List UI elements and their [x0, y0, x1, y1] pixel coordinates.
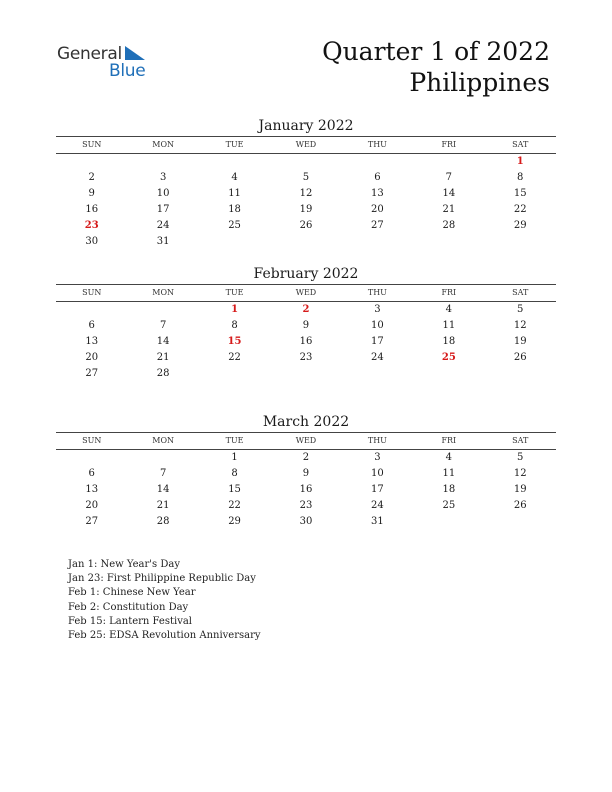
day-cell	[413, 234, 484, 250]
day-cell: 24	[371, 500, 384, 511]
day-cell: 12	[513, 468, 527, 479]
week-row	[56, 302, 556, 318]
day-cell	[127, 450, 198, 466]
weekday-label: THU	[367, 140, 387, 149]
day-cell: 16	[299, 484, 313, 495]
week-row	[56, 366, 556, 382]
day-cell: 8	[231, 320, 238, 331]
week-row	[56, 186, 556, 202]
day-cell	[56, 302, 127, 318]
day-cell: 9	[88, 188, 95, 199]
day-cell	[270, 366, 341, 382]
week-row	[56, 170, 556, 186]
day-cell: 21	[156, 352, 170, 363]
holiday-day-cell: 1	[516, 156, 524, 167]
day-cell: 5	[517, 304, 524, 315]
day-cell: 12	[299, 188, 313, 199]
weekday-label: MON	[152, 436, 174, 445]
day-cell: 27	[85, 368, 99, 379]
day-cell	[199, 366, 270, 382]
day-cell: 30	[299, 516, 313, 527]
day-cell: 23	[299, 500, 313, 511]
day-cell: 27	[85, 516, 99, 527]
day-cell: 5	[302, 172, 310, 183]
day-cell: 22	[228, 500, 241, 511]
day-cell: 15	[228, 484, 241, 495]
day-cell	[127, 302, 198, 318]
weekday-label: MON	[152, 288, 174, 297]
weekday-label: TUE	[225, 140, 244, 149]
day-cell: 15	[513, 188, 527, 199]
day-cell: 25	[228, 220, 241, 231]
day-cell	[342, 234, 413, 250]
holiday-day-cell: 2	[302, 304, 310, 315]
day-cell: 5	[517, 452, 524, 463]
weekday-label: SAT	[512, 288, 529, 297]
week-row	[56, 218, 556, 234]
day-cell: 7	[159, 468, 167, 479]
weekday-label: SUN	[82, 288, 102, 297]
day-cell: 10	[371, 468, 384, 479]
holiday-item: Jan 23: First Philippine Republic Day	[68, 573, 256, 585]
day-cell: 17	[371, 484, 384, 495]
month-title: March 2022	[262, 414, 350, 430]
day-cell: 3	[374, 452, 381, 463]
day-cell: 19	[299, 204, 313, 215]
month-january	[56, 116, 556, 250]
day-cell: 14	[156, 484, 170, 495]
holiday-item: Feb 2: Constitution Day	[68, 601, 189, 613]
day-cell: 13	[85, 484, 99, 495]
title-quarter: Quarter 1 of 2022	[322, 37, 550, 66]
day-cell: 8	[231, 468, 238, 479]
day-cell: 17	[156, 204, 170, 215]
day-cell: 16	[299, 336, 313, 347]
day-cell: 2	[302, 452, 310, 463]
day-cell: 26	[299, 220, 313, 231]
day-cell: 12	[513, 320, 527, 331]
weekday-header	[56, 136, 556, 154]
day-cell: 24	[371, 352, 384, 363]
day-cell: 6	[88, 468, 95, 479]
day-cell: 14	[442, 188, 456, 199]
day-cell: 14	[156, 336, 170, 347]
logo	[57, 44, 157, 84]
day-cell: 21	[442, 204, 456, 215]
weekday-label: MON	[152, 140, 174, 149]
week-row	[56, 482, 556, 498]
day-cell: 28	[442, 220, 456, 231]
day-cell: 31	[371, 516, 384, 527]
holiday-day-cell: 23	[84, 220, 99, 231]
day-cell	[342, 366, 413, 382]
day-cell: 3	[159, 172, 167, 183]
day-cell: 6	[374, 172, 381, 183]
day-cell	[413, 154, 484, 170]
day-cell: 21	[156, 500, 170, 511]
day-cell: 22	[228, 352, 241, 363]
day-cell: 4	[445, 452, 452, 463]
day-cell: 11	[228, 188, 241, 199]
week-row	[56, 450, 556, 466]
weekday-label: WED	[295, 436, 317, 445]
day-cell	[413, 366, 484, 382]
weekday-label: WED	[295, 288, 317, 297]
day-cell: 25	[442, 500, 456, 511]
weekday-header	[56, 284, 556, 302]
day-cell: 11	[442, 320, 456, 331]
day-cell: 3	[374, 304, 381, 315]
day-cell	[56, 450, 127, 466]
month-title: January 2022	[258, 118, 354, 134]
logo-text-blue: Blue	[109, 61, 146, 81]
weekday-label: FRI	[441, 436, 457, 445]
day-cell: 29	[513, 220, 527, 231]
day-cell: 27	[371, 220, 384, 231]
day-cell: 11	[442, 468, 456, 479]
weekday-label: SAT	[512, 436, 529, 445]
day-cell: 30	[85, 236, 99, 247]
logo-text-general: General	[57, 44, 122, 64]
day-cell: 2	[88, 172, 95, 183]
weekday-label: THU	[367, 436, 387, 445]
day-cell: 9	[302, 468, 310, 479]
day-cell: 28	[156, 368, 170, 379]
holiday-item: Feb 25: EDSA Revolution Anniversary	[68, 630, 261, 642]
day-cell: 20	[85, 500, 99, 511]
day-cell: 26	[513, 352, 527, 363]
day-cell: 10	[371, 320, 384, 331]
holiday-day-cell: 15	[227, 336, 242, 347]
day-cell: 22	[513, 204, 527, 215]
day-cell: 24	[156, 220, 170, 231]
holiday-day-cell: 25	[441, 352, 456, 363]
week-row	[56, 202, 556, 218]
holiday-list	[68, 558, 261, 643]
day-cell: 7	[159, 320, 167, 331]
weekday-label: SUN	[82, 140, 102, 149]
day-cell: 9	[302, 320, 310, 331]
day-cell: 4	[231, 172, 238, 183]
weekday-label: TUE	[225, 288, 244, 297]
day-cell	[199, 234, 270, 250]
day-cell	[485, 514, 556, 530]
weekday-label: SUN	[82, 436, 102, 445]
weekday-label: FRI	[441, 288, 457, 297]
day-cell: 10	[156, 188, 170, 199]
week-row	[56, 498, 556, 514]
day-cell: 4	[445, 304, 452, 315]
day-cell: 23	[299, 352, 313, 363]
weekday-label: FRI	[441, 140, 457, 149]
title-country: Philippines	[409, 68, 550, 97]
holiday-item: Feb 15: Lantern Festival	[68, 615, 193, 627]
page-title	[322, 36, 550, 98]
week-row	[56, 318, 556, 334]
holiday-item: Jan 1: New Year's Day	[68, 559, 180, 570]
day-cell: 18	[228, 204, 241, 215]
week-row	[56, 350, 556, 366]
week-row	[56, 154, 556, 170]
day-cell	[199, 154, 270, 170]
day-cell: 26	[513, 500, 527, 511]
day-cell: 18	[442, 336, 456, 347]
day-cell	[270, 154, 341, 170]
day-cell: 7	[445, 172, 452, 183]
day-cell: 31	[156, 236, 170, 247]
weekday-label: WED	[295, 140, 317, 149]
week-row	[56, 466, 556, 482]
day-cell	[485, 234, 556, 250]
day-cell: 13	[371, 188, 384, 199]
day-cell: 29	[228, 516, 241, 527]
day-cell: 28	[156, 516, 170, 527]
day-cell: 16	[85, 204, 99, 215]
month-february	[56, 264, 556, 382]
day-cell: 19	[513, 336, 527, 347]
day-cell: 20	[85, 352, 99, 363]
day-cell	[270, 234, 341, 250]
day-cell: 18	[442, 484, 456, 495]
week-row	[56, 334, 556, 350]
month-march	[56, 412, 556, 530]
day-cell	[413, 514, 484, 530]
day-cell: 17	[371, 336, 384, 347]
day-cell	[342, 154, 413, 170]
day-cell	[127, 154, 198, 170]
holiday-day-cell: 1	[231, 304, 239, 315]
logo-triangle-icon	[123, 46, 147, 62]
weekday-header	[56, 432, 556, 450]
day-cell: 13	[85, 336, 99, 347]
day-cell: 6	[88, 320, 95, 331]
day-cell	[56, 154, 127, 170]
weekday-label: SAT	[512, 140, 529, 149]
day-cell: 1	[231, 452, 238, 463]
month-title: February 2022	[253, 266, 359, 282]
holiday-item: Feb 1: Chinese New Year	[68, 587, 196, 599]
weekday-label: TUE	[225, 436, 244, 445]
day-cell	[485, 366, 556, 382]
day-cell: 19	[513, 484, 527, 495]
day-cell: 8	[517, 172, 524, 183]
weekday-label: THU	[367, 288, 387, 297]
week-row	[56, 514, 556, 530]
day-cell: 20	[371, 204, 384, 215]
week-row	[56, 234, 556, 250]
